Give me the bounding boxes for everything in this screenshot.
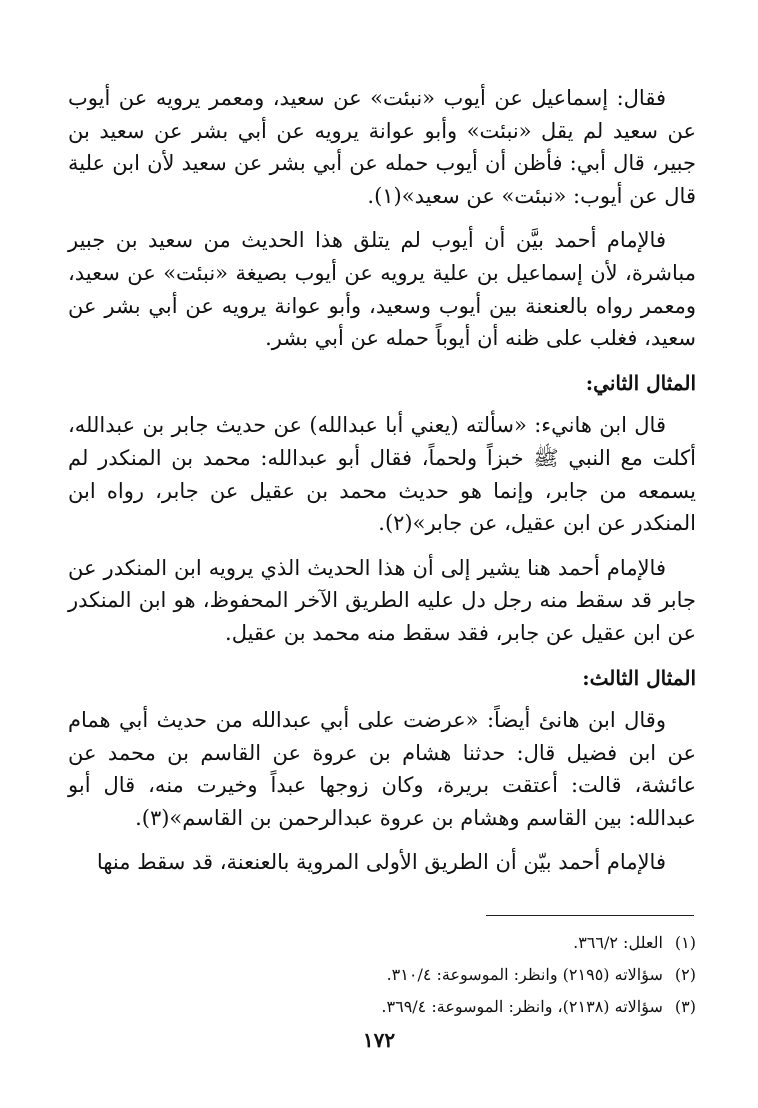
footnotes [68, 927, 696, 1023]
footnote-text: سؤالاته (٢١٩٥) وانظر: الموسوعة: ٣١٠/٤. [386, 965, 663, 984]
footnote-number: (٢) [674, 965, 696, 984]
paragraph-1: فقال: إسماعيل عن أيوب «نبئت» عن سعيد، ومعمر يرويه عن أيوب عن سعيد لم يقل «نبئت» وأبو عوانة يرويه عن أبي بشر عن سعيد بن جبير، قال أبي: فأظن أن أيوب حمله عن أبي بشر عن سعيد لأن ابن علية قال عن أيوب: «نبئت» عن سعيد»(١). [68, 86, 696, 208]
paragraph-4: فالإمام أحمد هنا يشير إلى أن هذا الحديث الذي يرويه ابن المنكدر عن جابر قد سقط منه رجل دل عليه الطريق الآخر المحفوظ، هو ابن المنكدر عن ابن عقيل عن جابر، فقد سقط منه محمد بن عقيل. [68, 555, 696, 645]
paragraph-5: وقال ابن هانئ أيضاً: «عرضت على أبي عبدالله من حديث أبي همام عن ابن فضيل قال: حدثنا هشام بن عروة عن القاسم بن محمد عن عائشة، قالت: أعتقت بريرة، وكان زوجها عبداً وخيرت منه، قال أبو عبدالله: بين القاسم وهشام بن عروة عبدالرحمن بن القاسم»(٣). [68, 708, 696, 830]
page-number: ١٧٢ [362, 1028, 396, 1052]
paragraph-2: فالإمام أحمد بيَّن أن أيوب لم يتلق هذا الحديث من سعيد بن جبير مباشرة، لأن إسماعيل بن علية يرويه عن أيوب بصيغة «نبئت» عن سعيد، ومعمر رواه بالعنعنة بين أيوب وسعيد، وأبو عوانة يرويه عن أبي بشر عن سعيد، فغلب على ظنه أن أيوباً حمله عن أبي بشر. [68, 228, 696, 351]
paragraph-3: قال ابن هانيء: «سألته (يعني أبا عبدالله) عن حديث جابر بن عبدالله، أكلت مع النبي ﷺ خبزاً ولحماً، فقال أبو عبدالله: محمد بن المنكدر لم يسمعه من جابر، وإنما هو حديث محمد بن عقيل عن جابر، رواه ابن المنكدر عن ابن عقيل، عن جابر»(٢). [68, 413, 696, 536]
main-text [68, 82, 696, 891]
section-heading-example-2: المثال الثاني: [585, 370, 696, 395]
footnote-1 [68, 927, 696, 959]
footnote-number: (١) [674, 933, 696, 952]
footnote-text: سؤالاته (٢١٣٨)، وانظر: الموسوعة: ٣٦٩/٤. [381, 997, 663, 1016]
footnote-2 [68, 959, 696, 991]
footnote-number: (٣) [674, 997, 696, 1016]
section-heading-example-3: المثال الثالث: [582, 665, 696, 690]
footnote-text: العلل: ٣٦٦/٢. [573, 933, 663, 952]
paragraph-6: فالإمام أحمد بيّن أن الطريق الأولى المروية بالعنعنة، قد سقط منها [96, 850, 666, 875]
footnote-3 [68, 991, 696, 1023]
footnote-divider [486, 915, 694, 916]
